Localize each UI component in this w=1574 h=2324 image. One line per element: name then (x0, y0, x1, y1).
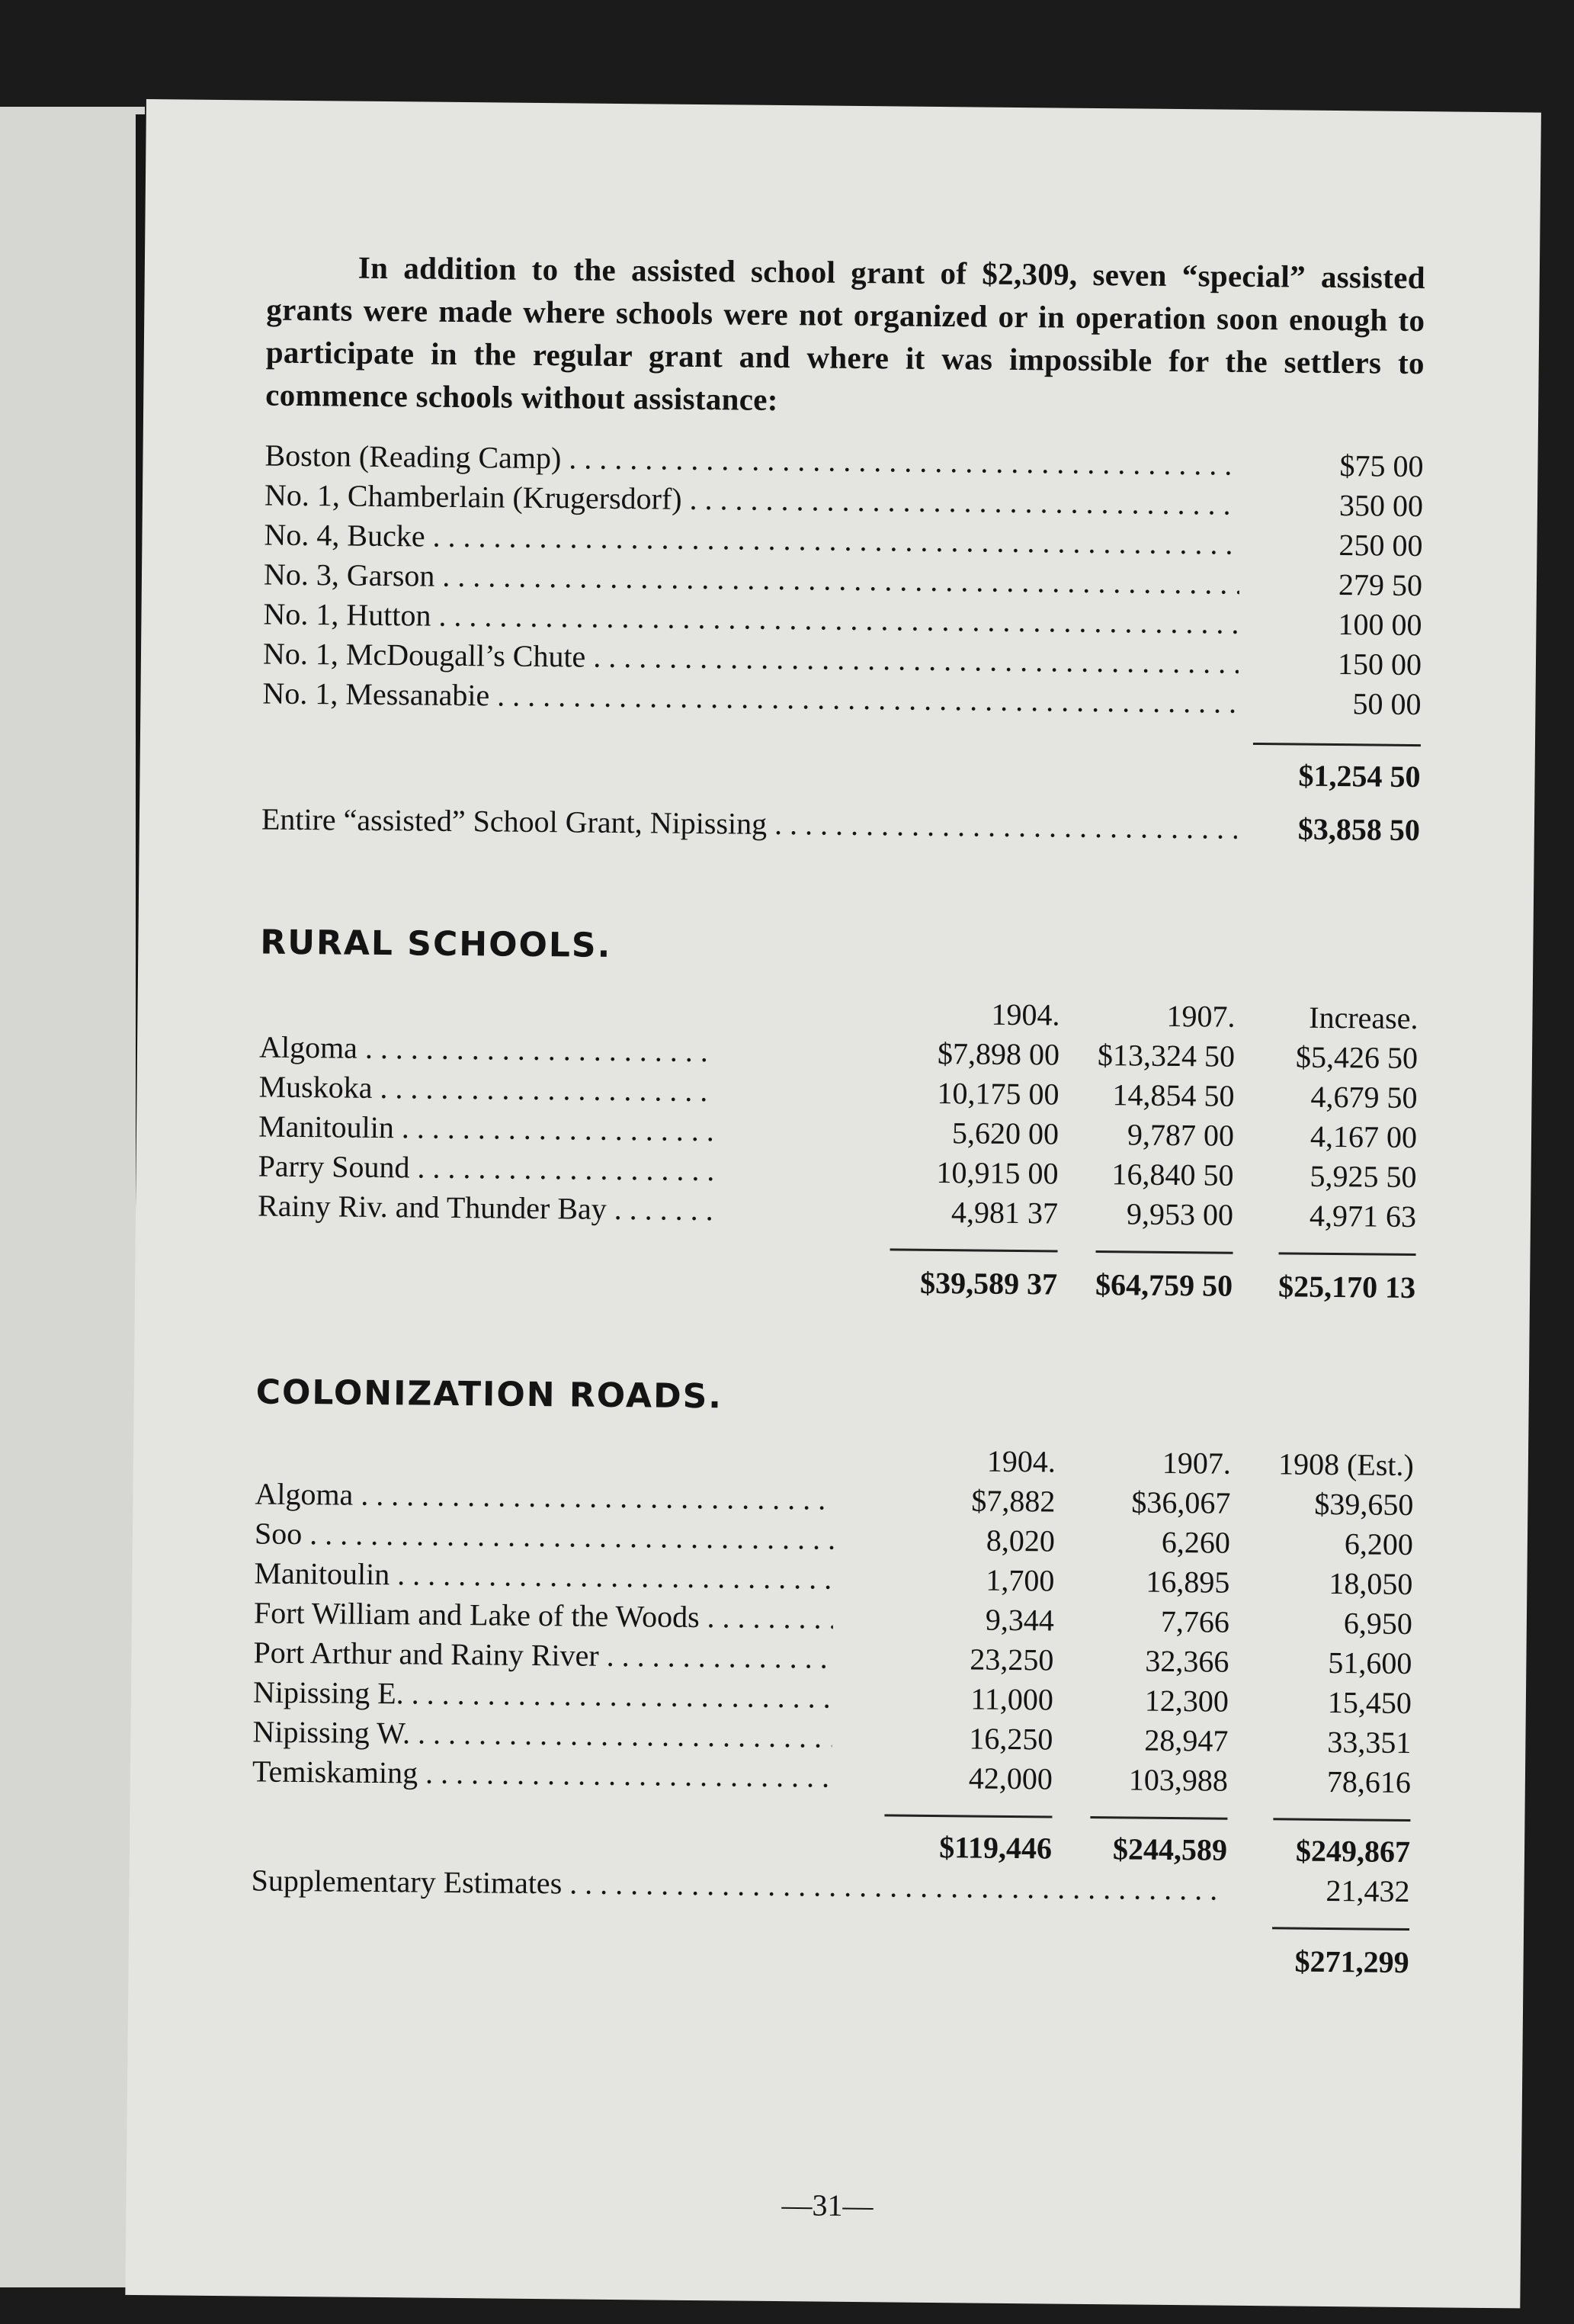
total-1908: $249,867 (1295, 1833, 1411, 1870)
row-label: Port Arthur and Rainy River . . . (253, 1632, 832, 1677)
page-number: —31— (781, 2188, 874, 2223)
row-label: Algoma . . . (259, 1027, 716, 1071)
cell-1908: $39,650 (1314, 1486, 1414, 1523)
cell-1907: 7,766 (1160, 1603, 1230, 1639)
column-header: 1907. (1166, 998, 1236, 1034)
grant-label: No. 4, Bucke . . . (264, 515, 1239, 564)
grant-label: No. 1, Hutton . . . (263, 595, 1239, 644)
cell-1908: 6,950 (1343, 1606, 1413, 1642)
row-label: Parry Sound . . . (258, 1146, 715, 1190)
sum-rule (1279, 1252, 1416, 1256)
cell-1907: 12,300 (1144, 1683, 1229, 1719)
total-1904: $39,589 37 (919, 1265, 1058, 1302)
colonization-roads-section (250, 1372, 1414, 1982)
cell-1907: $13,324 50 (1097, 1038, 1236, 1074)
column-header: 1908 (Est.) (1277, 1446, 1415, 1483)
cell-increase: 4,167 00 (1310, 1119, 1418, 1155)
document-page (125, 99, 1541, 2308)
cell-1907: 14,854 50 (1112, 1077, 1235, 1113)
grant-amount: 100 00 (1338, 607, 1422, 643)
supplementary-label: Supplementary Estimates . . . (251, 1860, 1226, 1909)
special-grants-list (261, 436, 1424, 851)
column-header: Increase. (1309, 1000, 1419, 1036)
cell-1908: 51,600 (1328, 1645, 1412, 1681)
grant-label: Boston (Reading Camp) . . . (264, 436, 1240, 485)
entire-grant-label: Entire “assisted” School Grant, Nipissing . . . (261, 799, 1237, 848)
sum-rule (890, 1248, 1058, 1252)
cell-1908: 18,050 (1329, 1565, 1413, 1602)
cell-1907: 16,895 (1146, 1564, 1230, 1600)
row-label: Fort William and Lake of the Woods . . . (254, 1593, 833, 1638)
cell-1904: 1,700 (986, 1562, 1055, 1598)
rural-schools-section (257, 923, 1419, 1308)
row-label: Temiskaming . . . (252, 1751, 832, 1796)
grant-amount: 150 00 (1337, 647, 1422, 682)
cell-1908: 6,200 (1344, 1526, 1414, 1562)
cell-1904: 4,981 37 (950, 1195, 1059, 1231)
total-1907: $244,589 (1112, 1831, 1228, 1867)
cell-increase: $5,426 50 (1295, 1039, 1419, 1076)
sum-rule (884, 1814, 1052, 1818)
grant-label: No. 1, McDougall’s Chute . . . (263, 634, 1239, 683)
row-label: Manitoulin . . . (254, 1553, 833, 1598)
row-label: Nipissing W. . . . (252, 1712, 832, 1757)
grand-total: $271,299 (1294, 1944, 1409, 1980)
grant-label: No. 1, Messanabie . . . (262, 674, 1238, 723)
cell-1904: 16,250 (969, 1721, 1053, 1757)
cell-1904: 42,000 (968, 1761, 1053, 1796)
grant-amount: 250 00 (1338, 528, 1423, 563)
row-label: Nipissing E. . . . (253, 1672, 832, 1717)
row-label: Soo . . . (255, 1513, 834, 1558)
cell-1904: $7,882 (971, 1483, 1056, 1519)
cell-1904: 8,020 (986, 1523, 1056, 1558)
grant-amount: $75 00 (1339, 448, 1424, 484)
cell-1907: 28,947 (1144, 1722, 1229, 1758)
cell-1904: 5,620 00 (951, 1115, 1059, 1151)
grant-amount: 50 00 (1352, 686, 1422, 722)
entire-grant-amount: $3,858 50 (1297, 811, 1421, 848)
cell-1908: 78,616 (1326, 1764, 1412, 1800)
supplementary-amount: 21,432 (1326, 1873, 1410, 1909)
cell-increase: 4,971 63 (1309, 1198, 1417, 1234)
cell-1904: 10,175 00 (937, 1076, 1059, 1112)
sum-rule (1273, 1818, 1410, 1822)
cell-increase: 4,679 50 (1310, 1079, 1418, 1115)
row-label: Muskoka . . . (258, 1067, 716, 1111)
totals-row (257, 1257, 1415, 1308)
section-title: RURAL SCHOOLS. (260, 923, 612, 965)
intro-paragraph: In addition to the assisted school grant of $2,309, seven “special” assisted grants were made where schools were not organized or in operation soon enough to participate in the regular grant and where it was impossible for the settlers to commence schools without assistance: (265, 249, 1426, 417)
grant-amount: 279 50 (1338, 567, 1423, 603)
total-increase: $25,170 13 (1277, 1269, 1416, 1305)
cell-1904: 9,344 (985, 1602, 1055, 1638)
cell-1908: 15,450 (1327, 1684, 1412, 1721)
cell-1907: 6,260 (1161, 1524, 1231, 1560)
cell-1907: 16,840 50 (1111, 1157, 1234, 1192)
grant-label: No. 1, Chamberlain (Krugersdorf) . . . (264, 476, 1240, 525)
facing-page (0, 107, 145, 2287)
cell-1908: 33,351 (1327, 1724, 1412, 1761)
grant-amount: 350 00 (1338, 488, 1424, 524)
cell-1904: $7,898 00 (937, 1036, 1060, 1072)
row-label: Algoma . . . (255, 1474, 834, 1519)
grand-total-row (250, 1931, 1409, 1982)
cell-1907: 9,787 00 (1127, 1117, 1235, 1153)
cell-1907: 9,953 00 (1126, 1196, 1234, 1232)
entire-grant-row (261, 799, 1420, 850)
cell-1907: $36,067 (1131, 1485, 1231, 1520)
total-1904: $119,446 (939, 1830, 1053, 1866)
total-1907: $64,759 50 (1095, 1267, 1233, 1303)
special-total: $1,254 50 (1298, 758, 1421, 794)
sum-rule (1272, 1927, 1409, 1931)
cell-1907: 103,988 (1128, 1762, 1229, 1798)
cell-1904: 10,915 00 (936, 1155, 1059, 1191)
cell-increase: 5,925 50 (1310, 1158, 1417, 1195)
sum-rule (1253, 743, 1421, 746)
grant-label: No. 3, Garson . . . (264, 555, 1239, 604)
cell-1907: 32,366 (1145, 1643, 1229, 1679)
row-label: Rainy Riv. and Thunder Bay . . . (258, 1186, 715, 1230)
cell-1904: 23,250 (970, 1642, 1054, 1677)
sum-rule (1090, 1816, 1227, 1820)
row-label: Manitoulin . . . (258, 1106, 716, 1151)
page-content (250, 246, 1426, 2223)
section-title: COLONIZATION ROADS. (255, 1372, 723, 1417)
column-header: 1904. (986, 1443, 1056, 1479)
column-header: 1904. (991, 997, 1060, 1032)
sum-rule (1096, 1250, 1233, 1254)
column-header: 1907. (1162, 1445, 1232, 1481)
cell-1904: 11,000 (970, 1681, 1054, 1717)
